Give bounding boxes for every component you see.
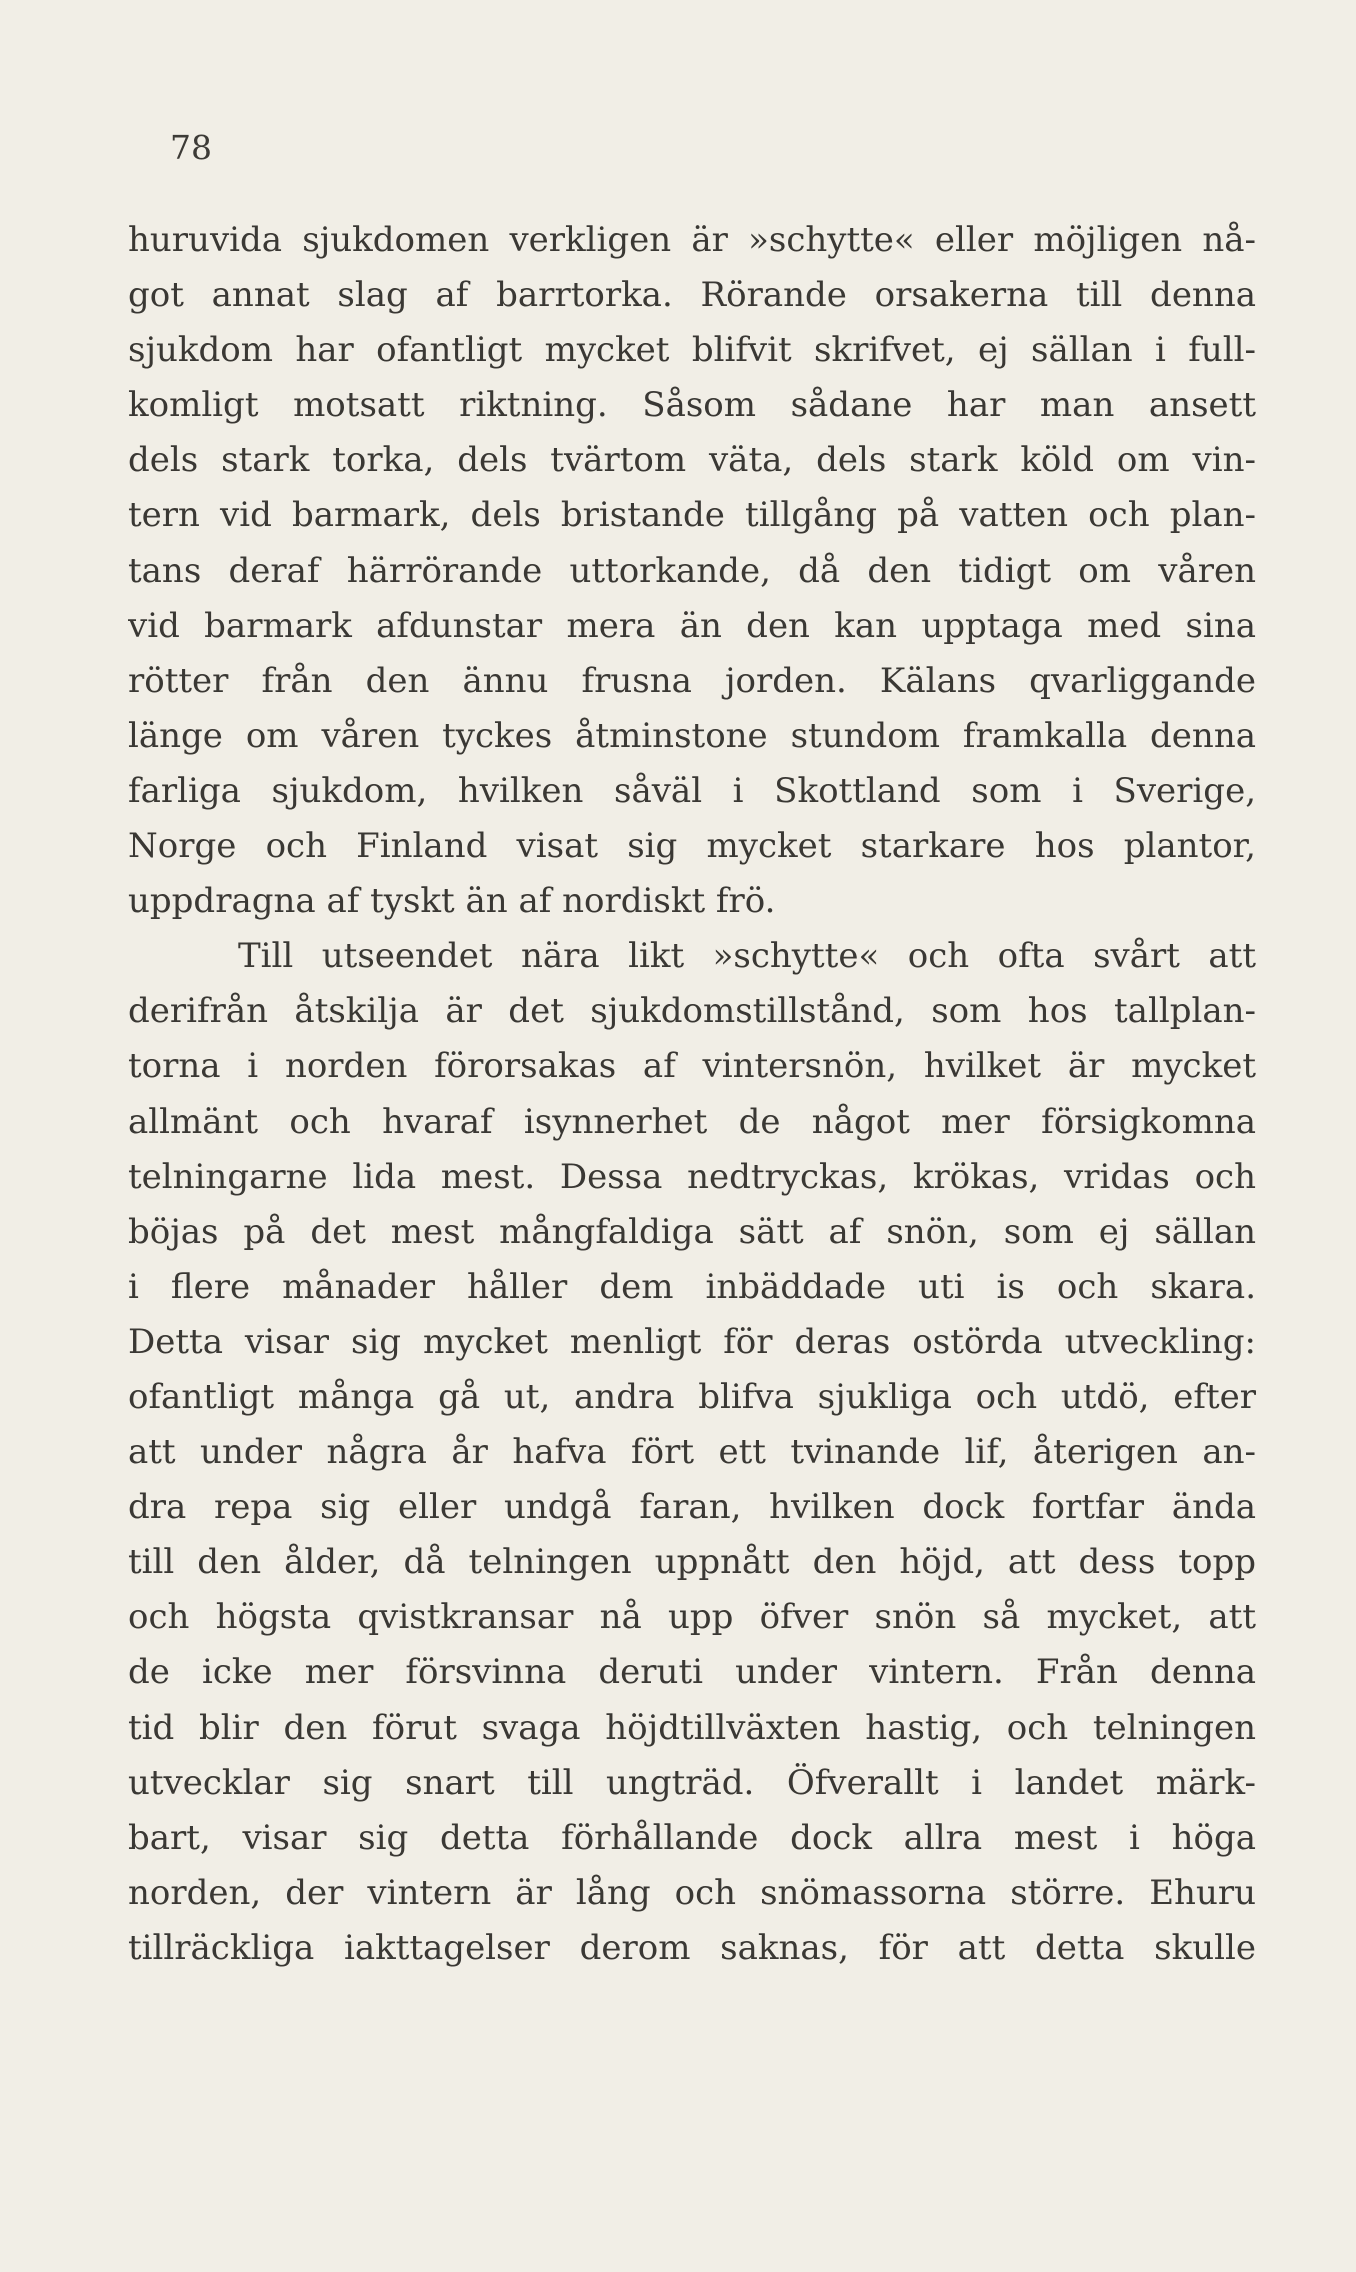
- text-line: Detta visar sig mycket menligt för deras ostörda utveckling:: [128, 1321, 1256, 1362]
- text-line: bart, visar sig detta förhållande dock allra mest i höga: [128, 1817, 1256, 1858]
- text-line: länge om våren tyckes åtminstone stundom framkalla denna: [128, 715, 1256, 756]
- text-line: telningarne lida mest. Dessa nedtryckas, krökas, vridas och: [128, 1156, 1256, 1197]
- text-line: och högsta qvistkransar nå upp öfver snön så mycket, att: [128, 1597, 1256, 1638]
- text-line: got annat slag af barrtorka. Rörande orsakerna till denna: [128, 275, 1256, 316]
- text-line: Till utseendet nära likt »schytte« och ofta svårt att: [238, 936, 1256, 977]
- text-line: böjas på det mest mångfaldiga sätt af snön, som ej sällan: [128, 1211, 1256, 1252]
- text-line: rötter från den ännu frusna jorden. Kälans qvarliggande: [128, 660, 1256, 701]
- text-line: torna i norden förorsakas af vintersnön, hvilket är mycket: [128, 1046, 1256, 1087]
- text-line: ofantligt många gå ut, andra blifva sjukliga och utdö, efter: [128, 1376, 1256, 1417]
- text-line: norden, der vintern är lång och snömassorna större. Ehuru: [128, 1872, 1256, 1913]
- text-line: utvecklar sig snart till ungträd. Öfverallt i landet märk-: [128, 1762, 1256, 1803]
- text-line: dels stark torka, dels tvärtom väta, dels stark köld om vin-: [128, 440, 1256, 481]
- text-line: tillräckliga iakttagelser derom saknas, för att detta skulle: [128, 1927, 1256, 1968]
- text-line: i flere månader håller dem inbäddade uti is och skara.: [128, 1266, 1256, 1307]
- text-line: komligt motsatt riktning. Såsom sådane har man ansett: [128, 385, 1256, 426]
- text-line: derifrån åtskilja är det sjukdomstillstånd, som hos tallplan-: [128, 991, 1256, 1032]
- text-line: att under några år hafva fört ett tvinande lif, återigen an-: [128, 1432, 1256, 1473]
- text-line: farliga sjukdom, hvilken såväl i Skottland som i Sverige,: [128, 770, 1256, 811]
- text-line: till den ålder, då telningen uppnått den höjd, att dess topp: [128, 1542, 1256, 1583]
- text-line: de icke mer försvinna deruti under vintern. Från denna: [128, 1652, 1256, 1693]
- text-line: tans deraf härrörande uttorkande, då den tidigt om våren: [128, 550, 1256, 591]
- text-line: tern vid barmark, dels bristande tillgång på vatten och plan-: [128, 495, 1256, 536]
- text-line: tid blir den förut svaga höjdtillväxten hastig, och telningen: [128, 1707, 1256, 1748]
- text-line: dra repa sig eller undgå faran, hvilken dock fortfar ända: [128, 1487, 1256, 1528]
- body-text: [128, 213, 1256, 1976]
- text-line: huruvida sjukdomen verkligen är »schytte« eller möjligen nå-: [128, 220, 1256, 260]
- text-line: uppdragna af tyskt än af nordiskt frö.: [128, 881, 776, 922]
- text-line: Norge och Finland visat sig mycket starkare hos plantor,: [128, 826, 1256, 867]
- page-number: 78: [170, 128, 212, 167]
- text-line: sjukdom har ofantligt mycket blifvit skrifvet, ej sällan i full-: [128, 330, 1256, 371]
- text-line: allmänt och hvaraf isynnerhet de något mer försigkomna: [128, 1101, 1256, 1142]
- text-line: vid barmark afdunstar mera än den kan upptaga med sina: [128, 605, 1256, 646]
